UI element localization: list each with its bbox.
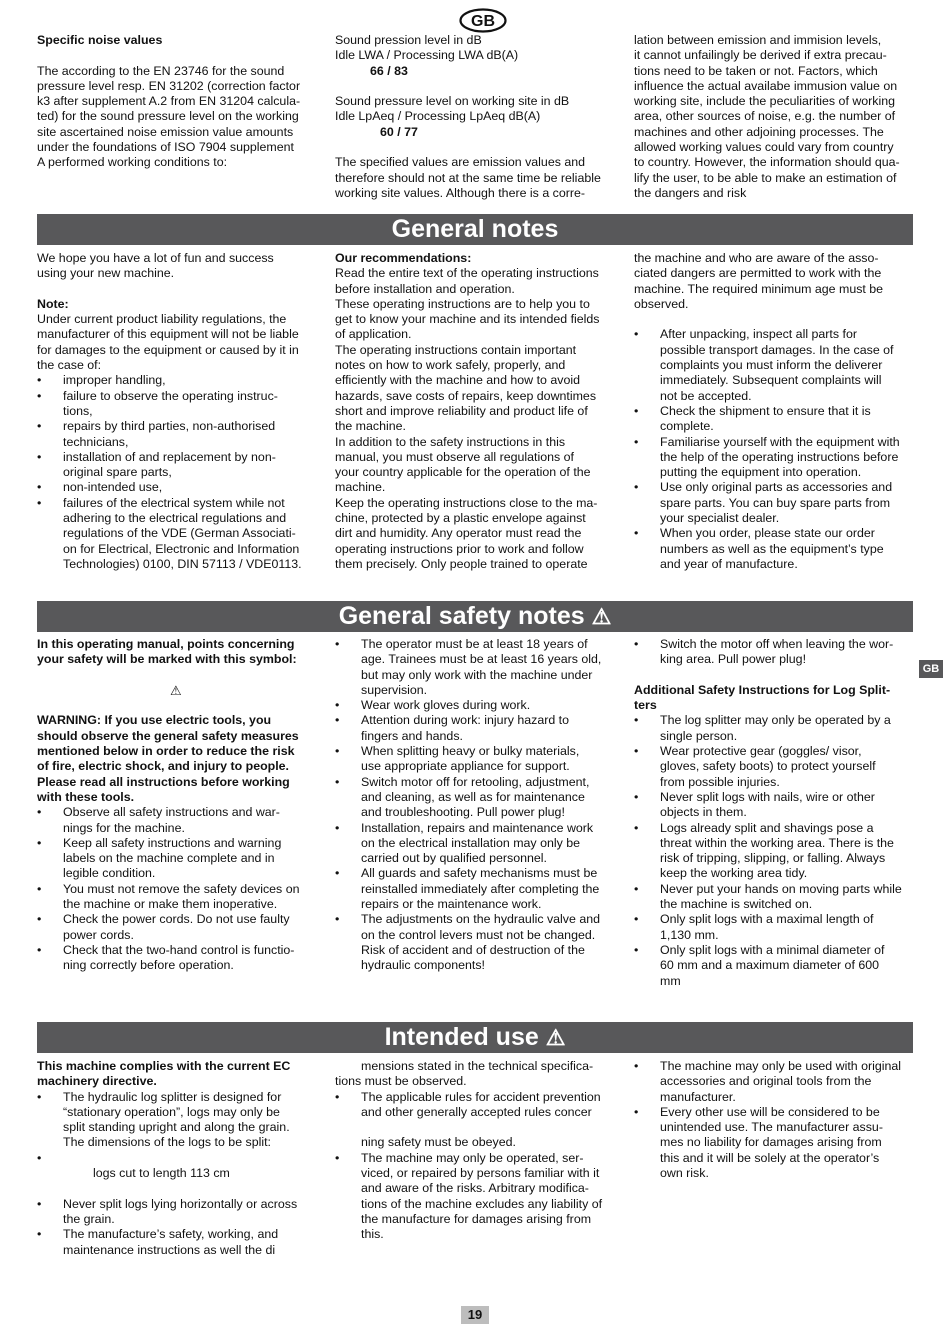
noise-value-lwa: 66 / 83 — [370, 63, 408, 78]
noise-label-lwa: Idle LWA / Processing LWA dB(A) — [335, 48, 519, 63]
list-item: • The machine may only be used with original accessories and original tools from the manufacturer. — [634, 1059, 916, 1105]
noise-label-sound-pression: Sound pression level in dB — [335, 33, 482, 47]
electric-tools-warning: WARNING: If you use electric tools, you should observe the general safety measures mentioned below in order to reduce the risk of fire, electric shock, and injury to people. Please read all instructions before working with these tools. — [37, 713, 299, 804]
general-notes-col3-text: the machine and who are aware of the asso- ciated dangers are permitted to work with the machine. The required minimum age must be observed. — [634, 251, 884, 311]
noise-continuation-text: lation between emission and immision levels, it cannot unfailingly be derived if extra precau- tions need to be taken or not. Factors, which influence the actual availabe immusion value on working site, include the peculiarities of working area, other sources of noise, e.g. the number of machines and other adjoining processes. The allowed working values could vary from country to country. However, the information should qua- lify the user, to be able to make an estimation of the dangers and risk — [634, 33, 900, 200]
noise-label-sound-pressure-site: Sound pressure level on working site in dB — [335, 94, 570, 109]
list-item: • installation of and replacement by non- original spare parts, — [37, 450, 319, 481]
intended-continuation-2: tions must be observed. — [335, 1074, 467, 1089]
list-item: • The hydraulic log splitter is designed for “stationary operation”, logs may only be split standing upright and along the grain. The dimensions of the logs to be split: — [37, 1090, 319, 1151]
list-item: • When you order, please state our order numbers as well as the equipment’s type and year of manufacture. — [634, 526, 916, 572]
section-heading-general-notes — [37, 214, 913, 245]
list-item: • Check the shipment to ensure that it is complete. — [634, 404, 916, 435]
liability-list — [37, 373, 319, 572]
list-item: • The manufacture’s safety, working, and maintenance instructions as well the di — [37, 1227, 319, 1258]
safety-symbol-lead: In this operating manual, points concerning your safety will be marked with this symbol: — [37, 637, 297, 667]
list-item: • After unpacking, inspect all parts for possible transport damages. In the case of complaints you must inform the deliverer immediately. Subsequent complaints will not be accepted. — [634, 327, 916, 403]
safety-col-2 — [335, 637, 617, 974]
recommendations-text: Read the entire text of the operating instructions before installation and operation. These operating instructions are to help you to get to know your machine and its intended fields of application. The operating instructions contain important notes on how to work safely, properly, and efficiently with the machine and how to avoid hazards, save costs of repairs, keep downtimes short and improve reliability and product life of the machine. In addition to the safety instructions in this manual, you must observe all regulations of your country applicable for the operation of the machine. Keep the operating instructions close to the ma- chine, protected by a plastic envelope against dirt and humidity. Any operator must read the operating instructions prior to work and follow them precisely. Only people trained to operate — [335, 266, 600, 571]
safety-heading: General safety notes — [338, 602, 585, 630]
noise-value-lpaeq: 60 / 77 — [380, 124, 418, 139]
list-item: • The adjustments on the hydraulic valve and on the control levers must not be changed. Risk of accident and of destruction of the hydraulic components! — [335, 912, 617, 973]
intended-continuation: mensions stated in the technical specifica- — [361, 1059, 594, 1073]
intended-continuation-3: ning safety must be obeyed. — [361, 1135, 516, 1150]
section-heading-intended-use — [37, 1022, 913, 1053]
general-notes-intro: We hope you have a lot of fun and success using your new machine. — [37, 251, 274, 281]
list-item: • Every other use will be considered to be unintended use. The manufacturer assu- mes no liability for damages arising from this and it will be solely at the operator’s own risk. — [634, 1105, 916, 1181]
language-side-tab: GB — [919, 660, 943, 678]
section-heading-safety-notes — [37, 601, 913, 632]
list-item: • The operator must be at least 18 years of age. Trainees must be at least 16 years old, but may only work with the machine under supervision. — [335, 637, 617, 698]
safety-col-3 — [634, 637, 916, 989]
ec-directive-title: This machine complies with the current EC machinery directive. — [37, 1059, 291, 1089]
list-item: • Installation, repairs and maintenance work on the electrical installation may only be carried out by qualified personnel. — [335, 821, 617, 867]
warning-icon: ⚠ — [591, 604, 612, 629]
list-item: • Wear work gloves during work. — [335, 698, 617, 713]
note-title: Note: — [37, 296, 69, 311]
safety-list-1 — [37, 805, 319, 973]
log-splitter-safety-title: Additional Safety Instructions for Log Split- ters — [634, 682, 891, 713]
list-item: • Never put your hands on moving parts while the machine is switched on. — [634, 882, 916, 913]
noise-label-lpaeq: Idle LpAeq / Processing LpAeq dB(A) — [335, 109, 541, 124]
general-notes-col-1 — [37, 251, 319, 572]
list-item: • Attention during work: injury hazard to fingers and hands. — [335, 713, 617, 744]
list-item: • Only split logs with a maximal length of 1,130 mm. — [634, 912, 916, 943]
list-item: • Logs already split and shavings pose a threat within the working area. There is the risk of tripping, slipping, or falling. Always keep the working area tidy. — [634, 821, 916, 882]
list-item: • Never split logs lying horizontally or across the grain. — [37, 1197, 319, 1228]
intended-col-2 — [335, 1059, 617, 1243]
gb-logo-text: GB — [471, 13, 495, 30]
list-item: • failure to observe the operating instruc- tions, — [37, 389, 319, 420]
intended-col-1 — [37, 1059, 319, 1258]
noise-title: Specific noise values — [37, 33, 163, 47]
safety-col-1 — [37, 637, 319, 974]
warning-icon: ⚠ — [170, 682, 182, 698]
log-dimension-text: logs cut to length 113 cm — [93, 1166, 230, 1181]
noise-emission-text: The specified values are emission values and therefore should not at the same time be reliable working site values. Although there is a corre- — [335, 155, 601, 200]
general-notes-col-3 — [634, 251, 916, 572]
list-item: • Check the power cords. Do not use faulty power cords. — [37, 912, 319, 943]
list-item: • The machine may only be operated, ser- viced, or repaired by persons familiar with it and aware of the risks. Arbitrary modifica- tions of the machine excludes any liability of the manufacture for damages arising from this. — [335, 1151, 617, 1243]
log-splitter-safety-list — [634, 713, 916, 988]
list-item: • repairs by third parties, non-authorised technicians, — [37, 419, 319, 450]
noise-col-3 — [634, 33, 916, 201]
list-item: • Only split logs with a minimal diameter of 60 mm and a maximum diameter of 600 mm — [634, 943, 916, 989]
gb-country-logo — [459, 8, 507, 33]
list-item: • Wear protective gear (goggles/ visor, gloves, safety boots) to protect yourself from possible injuries. — [634, 744, 916, 790]
warning-icon: ⚠ — [545, 1025, 566, 1050]
list-item: • The applicable rules for accident prevention and other generally accepted rules concer — [335, 1090, 617, 1121]
general-notes-heading: General notes — [391, 215, 559, 243]
list-item: • failures of the electrical system while not adhering to the electrical regulations and regulations of the VDE (German Associati- on for Electrical, Electronic and Information Technologies) 0100, DIN 57113 / VDE0113. — [37, 496, 319, 572]
list-item — [37, 1151, 319, 1166]
noise-intro-text: The according to the EN 23746 for the sound pressure level resp. EN 31202 (correction factor k3 after supplement A.2 from EN 31204 calcula- ted) for the sound pressure level on the working site ascertained noise emission value amounts under the foundations of ISO 7904 supplement A performed working conditions to: — [37, 63, 301, 170]
list-item: • Familiarise yourself with the equipment with the help of the operating instructions before putting the equipment into operation. — [634, 435, 916, 481]
list-item: • All guards and safety mechanisms must be reinstalled immediately after completing the repairs or the maintenance work. — [335, 866, 617, 912]
safety-list-2 — [335, 637, 617, 974]
list-item: • You must not remove the safety devices on the machine or make them inoperative. — [37, 882, 319, 913]
intended-col-3 — [634, 1059, 916, 1181]
noise-col-2 — [335, 33, 617, 201]
unpacking-list — [634, 327, 916, 572]
list-item: • Switch motor off for retooling, adjustment, and cleaning, as well as for maintenance and troubleshooting. Pull power plug! — [335, 775, 617, 821]
list-item: • When splitting heavy or bulky materials, use appropriate appliance for support. — [335, 744, 617, 775]
list-item: • Check that the two-hand control is functio- ning correctly before operation. — [37, 943, 319, 974]
list-item: • improper handling, — [37, 373, 319, 388]
general-notes-col-2 — [335, 251, 617, 572]
list-item: • Switch the motor off when leaving the wor- king area. Pull power plug! — [634, 637, 916, 668]
note-text: Under current product liability regulations, the manufacturer of this equipment will not be liable for damages to the equipment or caused by it in the case of: — [37, 312, 299, 373]
list-item: • Use only original parts as accessories and spare parts. You can buy spare parts from your specialist dealer. — [634, 480, 916, 526]
page-number: 19 — [461, 1306, 489, 1324]
noise-col-1 — [37, 33, 319, 171]
list-item: • Never split logs with nails, wire or other objects in them. — [634, 790, 916, 821]
intended-use-heading: Intended use — [384, 1023, 539, 1051]
recommendations-title: Our recommendations: — [335, 251, 472, 265]
list-item: • The log splitter may only be operated by a single person. — [634, 713, 916, 744]
list-item: • Keep all safety instructions and warning labels on the machine complete and in legible condition. — [37, 836, 319, 882]
list-item: • Observe all safety instructions and war- nings for the machine. — [37, 805, 319, 836]
list-item: • non-intended use, — [37, 480, 319, 495]
